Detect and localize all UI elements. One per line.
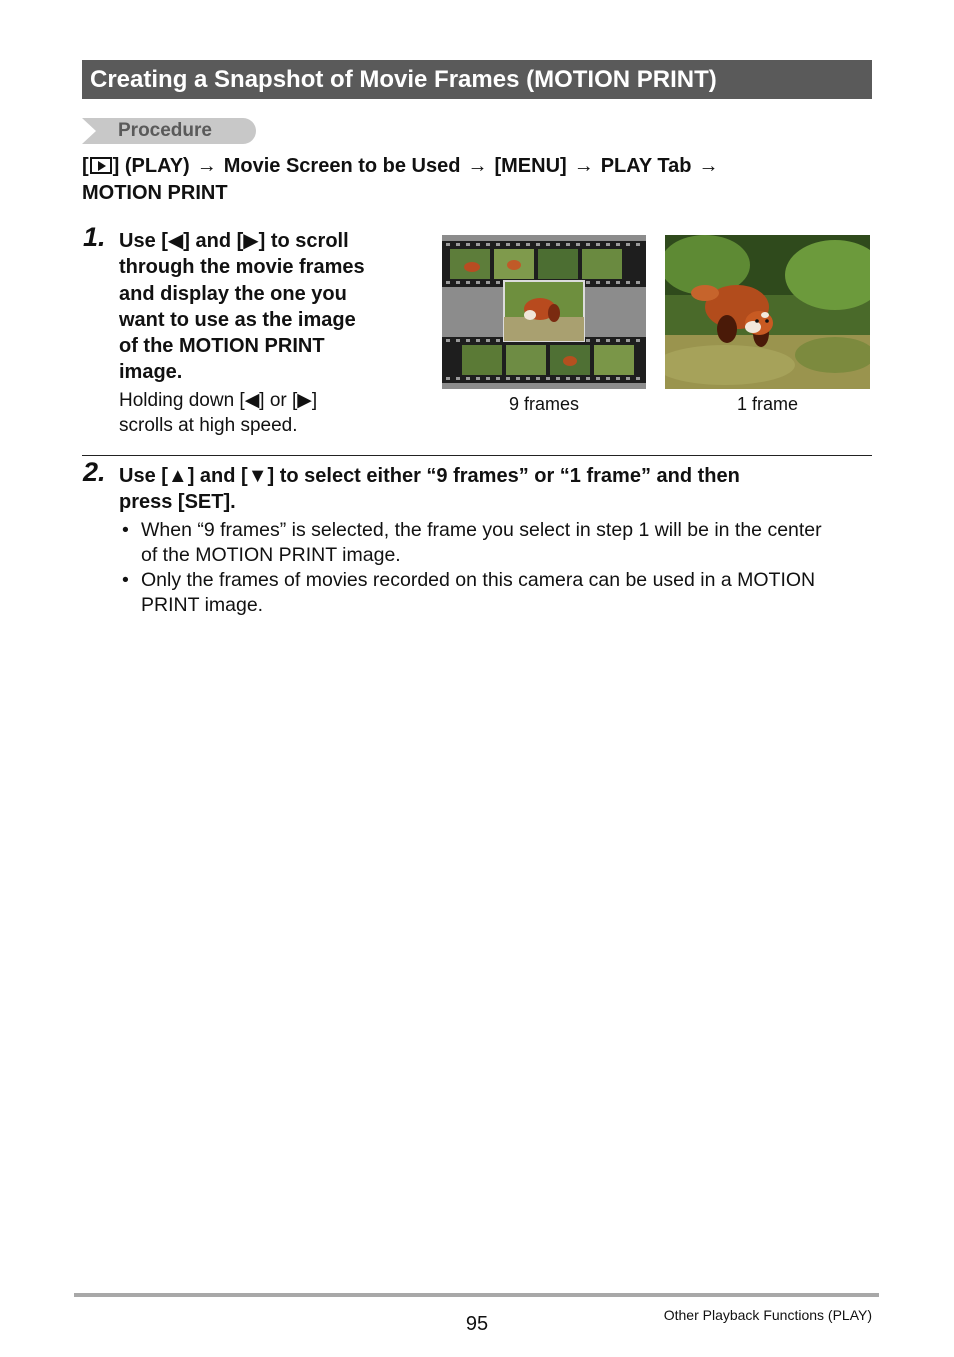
bullet-dot: • (122, 519, 129, 541)
bullet-line: When “9 frames” is selected, the frame you select in step 1 will be in the center (141, 519, 822, 541)
nav-movie-screen: Movie Screen to be Used (223, 155, 461, 177)
arrow-right-icon: → (467, 155, 488, 177)
bullet-item (122, 568, 882, 618)
nine-frames-caption: 9 frames (508, 394, 580, 414)
section-divider (82, 455, 872, 456)
play-icon (90, 157, 112, 174)
procedure-label: Procedure (118, 120, 212, 141)
nav-play-tab: PLAY Tab (600, 155, 692, 177)
page-number: 95 (465, 1313, 489, 1335)
step-2-instruction (119, 463, 879, 516)
filmstrip-icon (442, 235, 646, 389)
nav-open-bracket: [ (82, 155, 89, 177)
menu-navigation-path (82, 153, 872, 207)
step-1-note-line: scrolls at high speed. (119, 415, 298, 436)
section-title: Creating a Snapshot of Movie Frames (MOTION PRINT) (82, 60, 872, 99)
arrow-right-icon: → (698, 155, 719, 177)
step-2-number: 2. (83, 457, 106, 487)
step-1-instruction (119, 228, 429, 386)
bullet-dot: • (122, 569, 129, 591)
one-frame-caption: 1 frame (736, 394, 799, 414)
step-1-number: 1. (83, 222, 106, 252)
step-1-line: of the MOTION PRINT (119, 335, 325, 358)
red-panda-icon (665, 235, 870, 389)
one-frame-image (665, 235, 870, 389)
step-1-line: want to use as the image (119, 308, 356, 331)
nav-motion-print: MOTION PRINT (82, 182, 228, 204)
footer-section-title: Other Playback Functions (PLAY) (663, 1307, 872, 1323)
chevron-right-icon (82, 118, 96, 144)
step-1-line: Use [◀] and [▶] to scroll (119, 230, 349, 252)
arrow-right-icon: → (196, 155, 217, 177)
nav-play: ] (PLAY) (112, 155, 190, 177)
procedure-tab (82, 118, 256, 144)
arrow-right-icon: → (573, 155, 594, 177)
bullet-line: of the MOTION PRINT image. (141, 544, 401, 566)
step-1-note-line: Holding down [◀] or [▶] (119, 390, 318, 411)
step-1-line: and display the one you (119, 282, 347, 305)
nav-menu: [MENU] (494, 155, 567, 177)
step-2-line: press [SET]. (119, 491, 236, 514)
step-1-line: through the movie frames (119, 256, 365, 279)
bullet-line: PRINT image. (141, 594, 264, 616)
bullet-line: Only the frames of movies recorded on this camera can be used in a MOTION (141, 569, 816, 591)
nine-frames-image (442, 235, 646, 389)
footer-rule (74, 1293, 879, 1297)
bullet-item (122, 518, 882, 568)
step-1-line: image. (119, 361, 183, 384)
step-2-line: Use [▲] and [▼] to select either “9 frames” or “1 frame” and then (119, 465, 740, 487)
step-1-note (119, 388, 429, 438)
step-2-bullets (122, 518, 882, 618)
